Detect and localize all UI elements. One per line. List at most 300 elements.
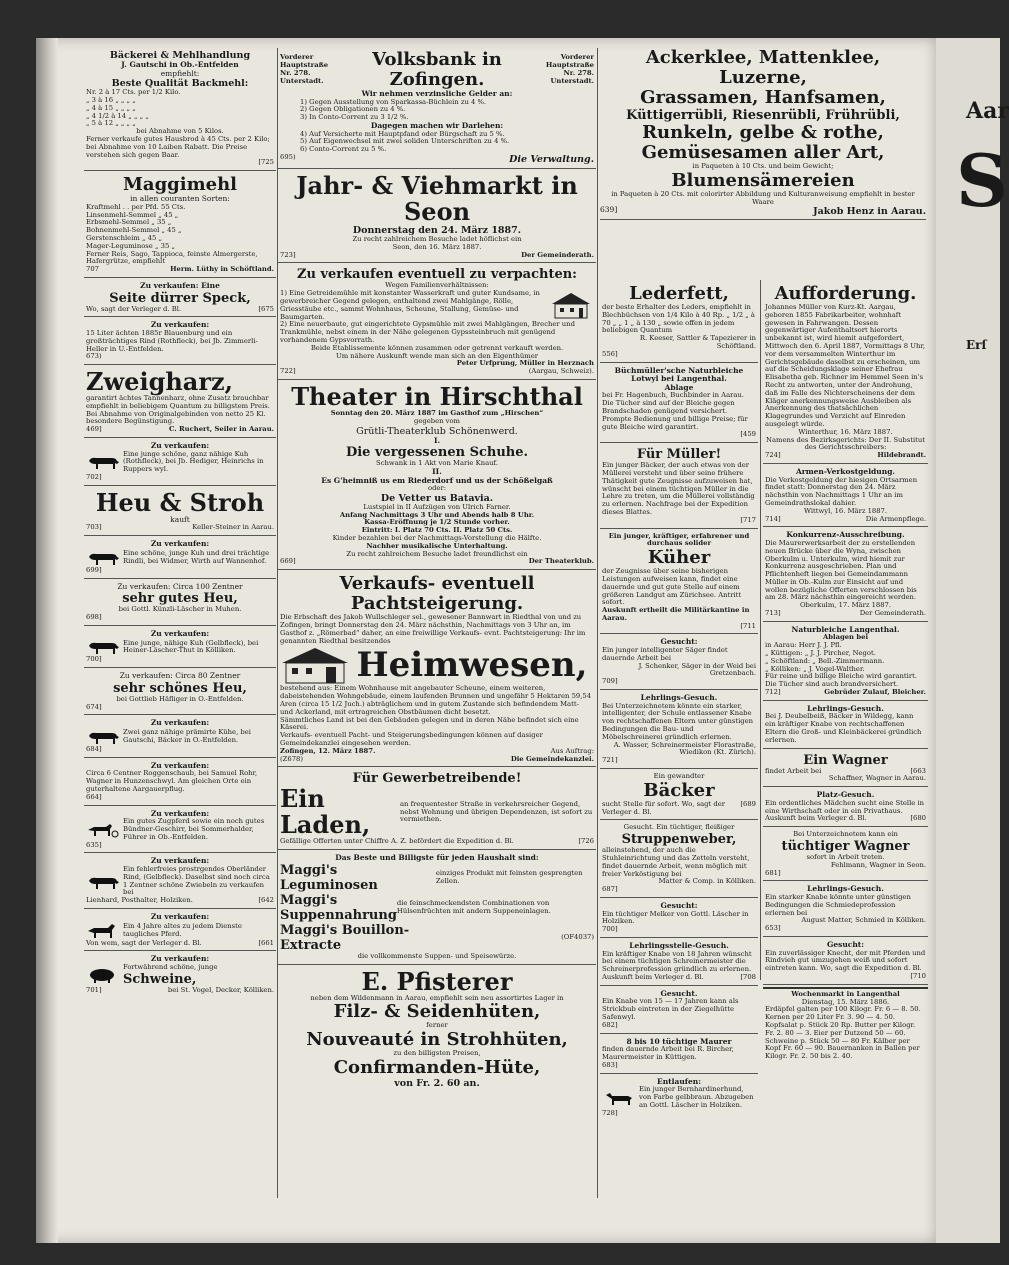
ad-sign: Die Armenpflege. [865, 514, 926, 523]
ad-text: Sämmtliches Land ist bei den Gebäuden gelegen und in deren Nähe befindet sich eine Käserei. [280, 715, 579, 732]
ad-number: 673) [86, 352, 102, 361]
ad-text: Fortwährend schöne, junge [123, 962, 218, 971]
ad-text: Erdäpfel galten per 100 Kilogr. Fr. 6 — 8. 50. Kernen per 20 Liter Fr. 3. 90 — 4. 50. Kopfsalat p. Stück 20 Rp. Butter per Kilogr. Fr. 2. 80 — 3. Eier per Dutzend 50 — 60. Schweine p. Stück 50 — 80 Fr. Kälber per Kopf Fr. 60 — 90. Bauernanken in Ballen per Kilogr. Fr. 2. 50 bis 2. 40. [765, 1005, 921, 1061]
ad-sub: kauft [170, 514, 190, 524]
ad-verpachten [278, 265, 596, 380]
ad-side-left: Vorderer Hauptstraße Nr. 278. Unterstadt. [280, 53, 329, 85]
ad-title: Blumensämereien [671, 169, 855, 191]
cow-icon [86, 453, 120, 471]
product-text: die vollkommenste Suppen- und Speisewürze. [357, 951, 517, 960]
ad-text: Ein kräftiger Knabe von 18 Jahren wünscht bei einem tüchtigen Schreinermeister die Schreinerprofession gründlich zu erlernen. [602, 949, 752, 974]
ad-text: Ein fehlerfreies prostrgendes Oberländer Rind, (Gelbfleck). Daselbst sind noch circa 1 Zentner schöne Zwiebeln zu verkaufen bei [123, 864, 270, 897]
page-gutter [36, 38, 58, 1243]
ad-sub: in allen couranten Sorten: [130, 194, 230, 204]
price-row: „ 5 à 12 „ „ „ „ [86, 119, 136, 128]
ad-schweine [84, 953, 276, 997]
column-rule-2 [597, 48, 598, 1198]
ad-heading: Wir nehmen verzinsliche Gelder an: [361, 89, 513, 98]
price-row: Bohnenmehl-Semmel „ 45 „ [86, 226, 182, 235]
list-item: in Aarau: Herr J. J. Pfl. [765, 641, 842, 650]
ad-theater [278, 382, 596, 570]
ad-text: bei Gottl. Künzli-Läscher in Muhen. [118, 605, 242, 614]
ad-text: finden dauernde Arbeit bei R. Bircher, Maurermeister in Küttigen. [602, 1045, 734, 1061]
ad-number: 709] [602, 677, 618, 686]
ad-title: sehr schönes Heu, [113, 680, 247, 696]
ad-text: Ein Knabe von 15 — 17 Jahren kann als Strickbub eintreten in der Ziegelhütte Safenwyl. [602, 997, 739, 1021]
column-4 [763, 282, 928, 1238]
ad-title: Bäcker [643, 779, 715, 801]
ad-owner: Keller-Steiner in Aarau. [192, 523, 274, 532]
ad-side-right: Vorderer Hauptstraße Nr. 278. Unterstadt. [545, 53, 595, 85]
ad-aufforderung [763, 282, 928, 464]
ad-lead: Zu verkaufen: [150, 954, 210, 964]
dog-icon [602, 1089, 636, 1107]
ad-title: Gesucht: [826, 939, 865, 949]
ad-melker [600, 900, 758, 938]
ad-baecker [600, 771, 758, 820]
list-item: „ Küttigen: „ J. J. Pircher, Negot. [765, 649, 876, 658]
ad-sign: Der Theaterklub. [528, 557, 594, 566]
ad-title: Lederfett, [629, 283, 729, 304]
ad-title: Armen-Verkostgeldung. [795, 466, 896, 476]
ad-number: 664] [86, 792, 102, 801]
ad-place: (Aargau, Schweiz). [528, 367, 594, 376]
ad-sign: Hildebrandt. [877, 451, 926, 460]
play-title: Die vergessenen Schuhe. [345, 445, 529, 461]
ad-title: Das Beste und Billigste für jeden Haushalt sind: [335, 853, 539, 863]
ad-number: [459 [740, 430, 756, 439]
ad-knecht [763, 939, 928, 985]
ad-number: [689 [740, 799, 756, 808]
ad-number: [675 [258, 304, 274, 313]
ad-ackerklee [600, 48, 926, 280]
ad-title: Wochenmarkt in Langenthal [791, 989, 900, 998]
ad-zu-verkaufen-kuh-3 [84, 628, 276, 668]
ad-title-big: Heimwesen, [356, 645, 588, 686]
ad-auskunft: Auskunft beim Verleger d. Bl. [602, 972, 704, 981]
ad-title: Grassamen, Hanfsamen, [640, 87, 886, 108]
play-sub: Lustspiel in II Aufzügen von Ulrich Farner. [363, 502, 511, 511]
ad-title: Gesucht: [660, 637, 698, 647]
ad-number: [717 [740, 515, 756, 524]
list-item: „ Schöftland: „ Bell.-Zimmermann. [765, 656, 885, 665]
ad-text: Eine schöne, junge Kuh und drei trächtige Rindli, bei Widmer, Wirth auf Wannenhof. [123, 549, 270, 565]
list-item: 1) Gegen Ausstellung von Sparkassa-Büchlein zu 4 %. [300, 97, 487, 106]
ad-text: Verkaufs- eventuell Pacht- und Steigerungsbedingungen können auf dasiger Gemeindekanzlei eingesehen werden. [280, 731, 543, 748]
ad-lead: Zu verkaufen: [150, 856, 210, 866]
price-row: „ 3 à 16 „ „ „ „ [86, 95, 136, 104]
ad-number: 701] [86, 985, 102, 994]
ad-text: bei Fr. Hagenbuch, Buchbinder in Aarau. Die Tücher sind auf der Bleiche gegen Brandschaden genügend versichert. Prompte Bedienung und billige Preise; für gute Bleiche wird garantirt. [602, 391, 748, 431]
ad-number: [711 [740, 621, 756, 630]
ad-maurer [600, 1036, 758, 1074]
ad-number: 721] [602, 756, 618, 765]
ad-text: Ferner Reis, Sago, Tappioca, feinste Almergerste, Hafergrütze, empfiehlt [86, 249, 258, 266]
ad-heading: Dagegen machen wir Darlehen: [370, 120, 504, 130]
list-item: 5) Auf Eigenwechsel mit zwei soliden Unterschriften zu 4 %. [300, 137, 510, 146]
ad-title-big: Ein Laden, [280, 784, 371, 840]
ad-title: Lehrlings-Gesuch. [640, 693, 718, 703]
ad-title: Entlaufen: [656, 1076, 701, 1086]
ad-sub: Ablagen bei [822, 633, 869, 642]
ad-konkurrenz [763, 529, 928, 622]
ad-schoenes-heu [84, 670, 276, 715]
ad-title: Küttigerrübli, Riesenrübli, Frührübli, [626, 108, 900, 123]
cow-icon [86, 873, 120, 891]
ad-lead: Zu verkaufen: [150, 760, 210, 770]
ad-lead: Zu verkaufen: [150, 441, 210, 451]
ad-number: [726 [578, 837, 594, 846]
ad-title: E. Pfisterer [361, 966, 513, 996]
column-rule-3 [760, 280, 761, 980]
ad-text: Die Maurerwerksarbeit der zu erstellenden neuen Brücke über die Wyna, zwischen Oberkulm u. Unterkulm, wird hiemit zur Konkurrenz ausgeschrieben. Plan und Pflichtenheft liegen bei Gemeindammann Müller in Ob.-Kulm zur Einsicht auf und wollen bezügliche Offerten verschlossen bis am 28. März nächsthin eingereicht werden. [765, 538, 917, 602]
ad-number: 669] [280, 557, 296, 566]
ad-speck [84, 280, 276, 317]
ad-place: Wittwyl, 16. März 1887. [803, 506, 888, 515]
ad-lead: Gesucht. Ein tüchtiger, fleißiger [623, 823, 735, 832]
next-page-heading: Erſ [966, 338, 987, 352]
ad-number: 700] [602, 925, 618, 934]
ad-kueher [600, 531, 758, 635]
ad-title: Küher [647, 547, 711, 569]
ad-number: 712] [765, 688, 781, 697]
ad-text: bestehend aus: Einem Wohnhause mit angebauter Scheune, einem weiteren, dabeistehenden Wohngebäude, einem laufenden Brunnen und ungefähr 5 Hektaren 59,54 Aren (circa 15 1/2 Juch.) abträglichem und in gutem Zustande sich befindendem Matt- und Ackerland, mit ertragreichen Obstbäumen dicht besetzt. [280, 684, 592, 716]
ad-text: Um nähere Auskunft wende man sich an den Eigenthümer [335, 351, 539, 360]
ad-text: Beide Etablissemente können zusammen oder getrennt verkauft werden. [310, 343, 564, 352]
ad-sign: Gebrüder Zulauf, Bleicher. [824, 688, 926, 697]
ad-sub: Ablage [664, 382, 694, 392]
ad-text: 2) Eine neuerbaute, gut eingerichtete Gypsmühle mit zwei Mahlgängen, Brecher und Trankmühle, nebst einem in der Nähe gelegenen Gypssteinbruch mit genügend vorhandenem Gypsvorrath. [280, 320, 575, 344]
ad-zu-verkaufen-kuh-2 [84, 538, 276, 578]
ad-maggimehl [84, 173, 276, 278]
ad-roman: I. [433, 435, 441, 445]
ad-offer: empfiehlt: [160, 68, 200, 78]
ad-number: 707 [86, 265, 99, 274]
ad-number: 635] [86, 840, 102, 849]
ad-place: Zofingen, 12. März 1887. [280, 746, 376, 755]
product-text: einziges Produkt mit feinsten gesprengten Zellen. [435, 869, 583, 885]
ad-text: Circa 6 Centner Roggenschaub, bei Samuel Rohr, Wagner in Hunzenschwyl. Am gleichen Orte ein guterhaltene Aargauerpflug. [86, 769, 258, 793]
ad-roman: II. [432, 466, 442, 476]
ad-number: 713] [765, 609, 781, 618]
ad-text: Bei Unterzeichnetem könnte ein starker, intelligenter, der Schule entlassener Knabe von rechtschaffenen Eltern unter günstigen Bedingungen die Bau- und Möbelschreinerei gründlich erlernen. [602, 701, 754, 741]
ad-title: Naturbleiche Langenthal. [791, 624, 900, 634]
ad-lead: Zu verkaufen: [150, 911, 210, 921]
ad-text: Eine junge schöne, ganz nähige Kuh (Rothfleck), bei Jb. Hediger, Heinrichs in Ruppers wyl. [123, 449, 264, 474]
ad-title: Lehrlings-Gesuch. [807, 703, 884, 713]
price-row: Linsenmehl-Semmel „ 45 „ [86, 210, 179, 219]
ad-number: (Z678) [280, 754, 303, 763]
column-3 [600, 282, 758, 1238]
ad-auftrag: Aus Auftrag: [550, 746, 594, 755]
ad-number: 722] [280, 367, 296, 376]
cow-icon [86, 638, 120, 656]
ad-text: Ein 4 Jahre altes zu jedem Dienste taugliches Pferd. [123, 921, 242, 938]
ad-text: neben dem Wildenmann in Aarau, empfiehlt sein neu assortirtes Lager in [310, 993, 564, 1002]
column-1 [84, 48, 276, 1238]
ad-offer: Gefällige Offerten unter Chiffre A. Z. befördert die Expedition d. Bl. [280, 837, 514, 846]
ad-wagner [763, 751, 928, 788]
price-row: Mager-Leguminose „ 35 „ [86, 241, 175, 250]
ad-lead: Bei Unterzeichnetem kann ein [793, 830, 898, 839]
ad-text: Zu recht zahlreichem Besuche ladet höflichst ein [352, 234, 522, 243]
mill-house-icon [548, 290, 594, 320]
ad-title: Gemüsesamen aller Art, [641, 142, 885, 163]
ad-text: sofort in Arbeit treten. [806, 853, 885, 861]
ad-number: 699] [86, 565, 102, 574]
ad-tuechtiger-wagner [763, 829, 928, 881]
ad-prices: Eintritt: I. Platz 70 Cts. II. Platz 50 Cts. [361, 526, 513, 535]
ad-title: Gesucht: [660, 901, 698, 910]
ad-number: 682] [602, 1020, 618, 1029]
ad-auskunft: Auskunft beim Verleger d. Bl. [765, 814, 867, 823]
price-row: Gerstenschleim „ 45 „ [86, 233, 162, 242]
ad-club: Grütli-Theaterklub Schönenwerd. [356, 425, 518, 437]
ad-after: Nachher musikalische Unterhaltung. [366, 541, 508, 550]
ad-lead: Zu verkaufen: [150, 539, 210, 549]
ad-price: von Fr. 2. 60 an. [394, 1078, 480, 1089]
ad-text: ferner [426, 1021, 448, 1030]
product-text: die feinschmeckendsten Combinationen von Hülsenfrüchten mit andern Suppeneinlagen. [396, 899, 551, 915]
ad-auskunft: Auskunft ertheilt die Militärkantine in Aarau. [602, 606, 750, 622]
ad-lehrlinge-2 [600, 940, 758, 986]
ad-number: 702] [86, 473, 102, 482]
ad-text: Eine junge, nähige Kuh (Gelbfleck), bei Heiner-Läscher-Thut in Kölliken. [123, 638, 259, 655]
ad-title: Gesucht. [660, 988, 698, 998]
play-sub: Schwank in 1 Akt von Marie Knauf. [376, 459, 498, 468]
ad-number: [663 [910, 766, 926, 775]
ad-owner: J. Schenker, Säger in der Weid bei Gretzenbach. [638, 661, 756, 678]
ad-date: Dienstag, 15. März 1886. [801, 997, 890, 1006]
next-page-edge [936, 38, 1009, 1243]
ad-lead: Zu verkaufen: Circa 100 Zentner [117, 581, 243, 591]
ad-number: 683] [602, 1060, 618, 1069]
ad-title: Runkeln, gelbe & rothe, [642, 122, 884, 143]
ad-number: 684] [86, 745, 102, 753]
ad-note: bei Abnahme von 5 Kilos. [136, 127, 224, 136]
ad-number: 703] [86, 523, 102, 532]
ad-sign: Der Gemeinderath. [521, 250, 594, 259]
ad-number: 723] [280, 250, 296, 259]
ad-number: 698] [86, 613, 102, 622]
ad-owner: Lienhard, Posthalter, Holziken. [86, 896, 193, 905]
pig-icon [86, 966, 120, 984]
ad-number: 700] [86, 655, 102, 664]
ad-title: Ackerklee, Mattenklee, Luzerne, [645, 47, 881, 88]
ad-title: Lehrlings-Gesuch. [807, 884, 884, 894]
ad-naturbleiche-langenthal [763, 624, 928, 701]
ad-number: 469] [86, 425, 102, 434]
ad-lederfett [600, 282, 758, 363]
ad-text: Ein ordentliches Mädchen sucht eine Stelle in eine Wirthschaft oder in ein Privathaus. [765, 798, 924, 815]
ad-text: alleinstehend, der auch die Stuhleinrichtung und das Zetteln versteht, findet dauernde Arbeit, wenn möglich mit freier Verköstigung bei [602, 846, 750, 878]
ad-text: Wo, sagt der Verleger d. Bl. [86, 304, 182, 313]
list-item: 4) Auf Versicherte mit Hauptpfand oder Bürgschaft zu 5 %. [300, 129, 505, 138]
cow-icon [86, 728, 120, 746]
ad-number: 681] [765, 868, 781, 877]
ad-title: Verkaufs- eventuell Pachtsteigerung. [339, 573, 535, 615]
ad-sub: Wegen Familienverhältnissen: [385, 281, 489, 290]
ad-number: (OF4037) [561, 932, 594, 941]
ad-rind [84, 855, 276, 909]
ad-number: 653] [765, 924, 781, 933]
ad-lead: Ein junger, kräftiger, erfahrener und durchaus solider [608, 531, 750, 548]
ad-number: [708 [740, 972, 756, 981]
ad-text: der Zeugnisse über seine bisherigen Leistungen aufweisen kann, findet eine dauernde und gut gute Stelle auf einem größeren Landgut am Zürichsee. Antritt sofort. [602, 567, 742, 607]
ad-lead: Zu verkaufen: [150, 718, 210, 728]
product-name: Maggi's Bouillon-Extracte [280, 922, 410, 953]
ad-armen [763, 466, 928, 527]
product-name: Filz- & Seidenhüten, [333, 1001, 541, 1023]
ad-text: bei Gottlieb Häfliger in O.-Entfelden. [116, 694, 244, 703]
ad-lead: Ein gewandter [653, 772, 705, 781]
ad-kids: Kinder bezahlen bei der Nachmittags-Vorstellung die Hälfte. [332, 534, 542, 543]
ad-title: Lehrlingsstelle-Gesuch. [629, 940, 729, 950]
play-oder: oder: [427, 484, 446, 493]
ad-naturbleiche [600, 365, 758, 444]
ad-lehrlinge-3 [763, 703, 928, 749]
ad-title: Ein Wagner [803, 752, 888, 768]
ad-lehrlinge-1 [600, 692, 758, 769]
ad-title: Schweine, [123, 971, 197, 987]
ad-title: 8 bis 10 tüchtige Maurer [626, 1036, 732, 1046]
ad-title: Büchmüller'sche Naturbleiche Lotwyl bei Langenthal. [614, 365, 744, 384]
ad-number: 695) [280, 152, 296, 161]
ad-text: in Paqueten à 10 Cts. und beim Gewicht; [692, 162, 834, 170]
price-row: „ 4 1/2 à 14 „ „ „ „ [86, 111, 149, 120]
ad-owner: Matter & Comp. in Kölliken. [658, 877, 756, 886]
ad-lehrlinge-4 [763, 883, 928, 937]
ad-saeger [600, 636, 758, 690]
cow-icon [86, 549, 120, 567]
ad-place: Winterthur, 16. März 1887. [798, 427, 893, 436]
ad-text: Ein junger Bernhardinerhund, von Farbe gelbbraun. Abzugeben an Gottl. Läscher in Holziken. [639, 1085, 754, 1109]
ad-text: Ein junger Bäcker, der auch etwas von der Müllerei versteht und über seine frühere Thätigkeit gute Zeugnisse aufzuweisen hat, wünscht bei einem tüchtigen Müller in die Lehre zu treten, um die Müllerei vollständig zu erlernen. Nachfrage bei der Expedition dieses Blattes. [602, 461, 755, 516]
ad-number: 687] [602, 885, 618, 894]
ad-pachtsteigerung [278, 572, 596, 767]
ad-lead: Zu verkaufen: Eine [140, 280, 220, 290]
ad-text: an frequentester Straße in verkehrsreicher Gegend, nebst Wohnung und übrigen Dependenzen, ist sofort zu vermiethen. [400, 799, 593, 824]
ad-entlaufen [600, 1076, 758, 1121]
ad-number: [680 [910, 814, 926, 823]
ad-number: 728] [602, 1108, 618, 1117]
ad-sign: Die Gemeindekanzlei. [510, 754, 594, 763]
ad-platz-gesuch [763, 789, 928, 827]
ad-lead: Zu verkaufen: [150, 628, 210, 638]
ad-heu-stroh [84, 488, 276, 536]
ad-viehmarkt [278, 171, 596, 263]
ad-title: Aufforderung. [774, 283, 917, 304]
ad-title: Konkurrenz-Ausschreibung. [786, 530, 905, 540]
ad-text: Die Erbschaft des Jakob Wullschleger sel., gewesener Bannwart in Riedthal von und zu Zofingen, bringt Donnerstag den 24. März nächsthin, Nachmittags von 3 Uhr an, im Gasthof z. „Römerbad“ daher, an eine freiwillige Verkaufs- evnt. Pachtsteigerung: Ihr im genannten Riedthal besitzendes [280, 613, 586, 645]
ad-text: Die Verkostgeldung der hiesigen Ortsarmen findet statt: Donnerstag den 24. März nächsthin von Nachmittags 1 Uhr an im Gemeindrathslokal dahier. [765, 475, 918, 507]
horse-cart-icon [86, 821, 120, 839]
ad-lead: Zu verkaufen: [150, 808, 210, 818]
ad-text: zu den billigsten Preisen, [393, 1049, 481, 1058]
ad-lead: Zu verkaufen: Circa 80 Zentner [119, 671, 241, 681]
ad-sign: Die Verwaltung. [509, 153, 594, 165]
ad-pferd [84, 911, 276, 951]
ad-baeckerei [84, 48, 276, 171]
ad-text: Ein junger intelligenter Säger findet dauernde Arbeit bei [602, 646, 728, 662]
farmhouse-icon [280, 645, 350, 685]
ad-number: 674] [86, 702, 102, 711]
horse-icon [86, 922, 120, 940]
ad-title: sehr gutes Heu, [122, 591, 238, 607]
ad-text: Für reine und billige Bleiche wird garantirt. Die Tücher sind auch brandversichert. [765, 672, 917, 689]
ad-number: 556] [602, 349, 618, 358]
ad-title: Für Gewerbetreibende! [352, 771, 522, 787]
ad-owner: Schaffner, Wagner in Aarau. [828, 774, 926, 783]
product-name: Maggi's Leguminosen [280, 862, 378, 893]
ad-number: [710 [910, 971, 926, 980]
ad-title: Zweigharz, [86, 367, 233, 397]
ad-text: Ferner verkaufe gutes Hausbrod à 45 Cts. per 2 Kilo; bei Abnahme von 10 Laiben Rabatt. Die Preise verstehen sich gegen Baar. [86, 134, 270, 159]
ad-wochenmarkt [763, 987, 928, 1064]
ad-kasse: Kassa-Eröffnung je 1/2 Stunde vorher. [364, 518, 510, 527]
ad-fuer-mueller [600, 445, 758, 528]
ad-owner: C. Ruchert, Seiler in Aarau. [169, 425, 274, 434]
ad-title: Seite dürrer Speck, [109, 290, 251, 306]
price-row: Nr. 2 à 17 Cts. per 1/2 Kilo. [86, 88, 181, 97]
ad-owner: Fehlmann, Wagner in Seon. [830, 860, 926, 869]
ad-text: 15 Liter ächten 1885r Blauenburg und ein großträchtiges Rind (Rothfleck), bei Jb. Zimmerli-Heller in U.-Entfelden. [86, 328, 258, 353]
ad-text: Johannes Müller von Kurz-Kt. Aargau, geboren 1855 Fabrikarbeiter, wohnhaft gewesen in Fahrwangen. Dessen gegenwärtiger Aufenthaltsort hierorts unbekannt ist, wird hiemit aufgefordert, Mittwoch den 6. April 1887, Vormittags 8 Uhr, vor dem versammelten Winterthur im Gerichtsgebäude daselbst zu erscheinen, um auf die Scheidungsklage seiner Ehefrau Elisabetha geb. Richner im Hemmel Seen in's Recht zu antworten, unter der Androhung, daß im Falle des Nichterscheinens der dem Kläger anerkennungsweise Ausbleiben als Anerkennung des thatsächlichen Klagegrundes und Verzicht auf Einreden ausgelegt würde. [765, 303, 926, 428]
play-title: Es G'heimniß us em Riederdorf und us der Schößelgaß [321, 475, 553, 485]
list-item: „ Kölliken: „ J. Vogel-Walther. [765, 664, 865, 673]
next-page-header: Aar [966, 98, 1009, 124]
ad-text: Ein zuverlässiger Knecht, der mit Pferden und Rindvieh gut umzugehen weiß und sofort eintreten kann. Wo, sagt die Expedition d. Bl. [765, 948, 926, 973]
ad-title: Heu & Stroh [95, 487, 265, 517]
ad-text: sucht Stelle für sofort. Wo, sagt der Verleger d. Bl. [602, 799, 726, 816]
ad-zugpferd [84, 808, 276, 854]
ad-roggenschaub [84, 760, 276, 806]
ad-volksbank [278, 48, 596, 169]
price-row: Erbsmehl-Semmel „ 35 „ [86, 218, 172, 227]
ad-owner: Von wem, sagt der Verleger d. Bl. [86, 938, 202, 947]
ad-text: Bei J. Deubelbeiß, Bäcker in Wildegg, kann ein kräftiger Knabe von rechtschaffenen Eltern die Groß- und Kleinbäckerei gründlich erlernen. [765, 712, 922, 744]
ad-gutes-heu [84, 581, 276, 626]
ad-title: Für Müller! [636, 447, 722, 463]
play-title: De Vetter us Batavia. [380, 492, 494, 504]
ad-zweigharz [84, 367, 276, 438]
price-row: Kraftmehl . . per Pfd. 55 Cts. [86, 202, 186, 211]
ad-text: Ein starker Knabe könnte unter günstigen Bedingungen die Schmiedeprofession erlernen bei [765, 892, 911, 917]
ad-laden [278, 769, 596, 850]
ad-number: 639] [600, 205, 618, 215]
ad-text: in Paqueten à 20 Cts. mit colorirter Abbildung und Kulturanweisung empfiehlt in bester Waare [611, 189, 915, 206]
ad-owner: Jakob Henz in Aarau. [813, 206, 926, 218]
ad-title: Bäckerei & Mehlhandlung [109, 50, 251, 61]
ad-place: Seon, den 16. März 1887. [392, 242, 482, 251]
price-row: „ 4 à 15 „ „ „ „ [86, 103, 136, 112]
ad-owner: August Matter, Schmied in Kölliken. [801, 916, 926, 925]
ad-maggi [278, 852, 596, 964]
ad-date: Sonntag den 20. März 1887 im Gasthof zum „Hirschen“ [330, 408, 544, 417]
ad-text: Ein gutes Zugpferd sowie ein noch gutes Bündner-Geschirr, bei Sommerhalder, Führer in Ob.-Entfelden. [123, 817, 265, 841]
list-item: 2) Gegen Obligationen zu 4 %. [300, 105, 406, 114]
product-name: Nouveauté in Strohhüten, [306, 1029, 568, 1051]
ad-strickbub [600, 988, 758, 1034]
ad-lead: Zu verkaufen: [150, 320, 210, 330]
ad-title: Theater in Hirschthal [291, 381, 583, 411]
ad-text: Zwei ganz nähige prämirte Kühe, bei Gautschi, Bäcker in O.-Entfelden. [123, 728, 251, 744]
ad-number: [725 [258, 158, 274, 167]
ad-sign: Der Gemeinderath. [859, 609, 926, 618]
ad-text: Ein tüchtiger Melker von Gottl. Läscher in Holziken. [602, 909, 749, 926]
ad-struppenweber [600, 822, 758, 898]
column-2 [278, 48, 596, 1238]
